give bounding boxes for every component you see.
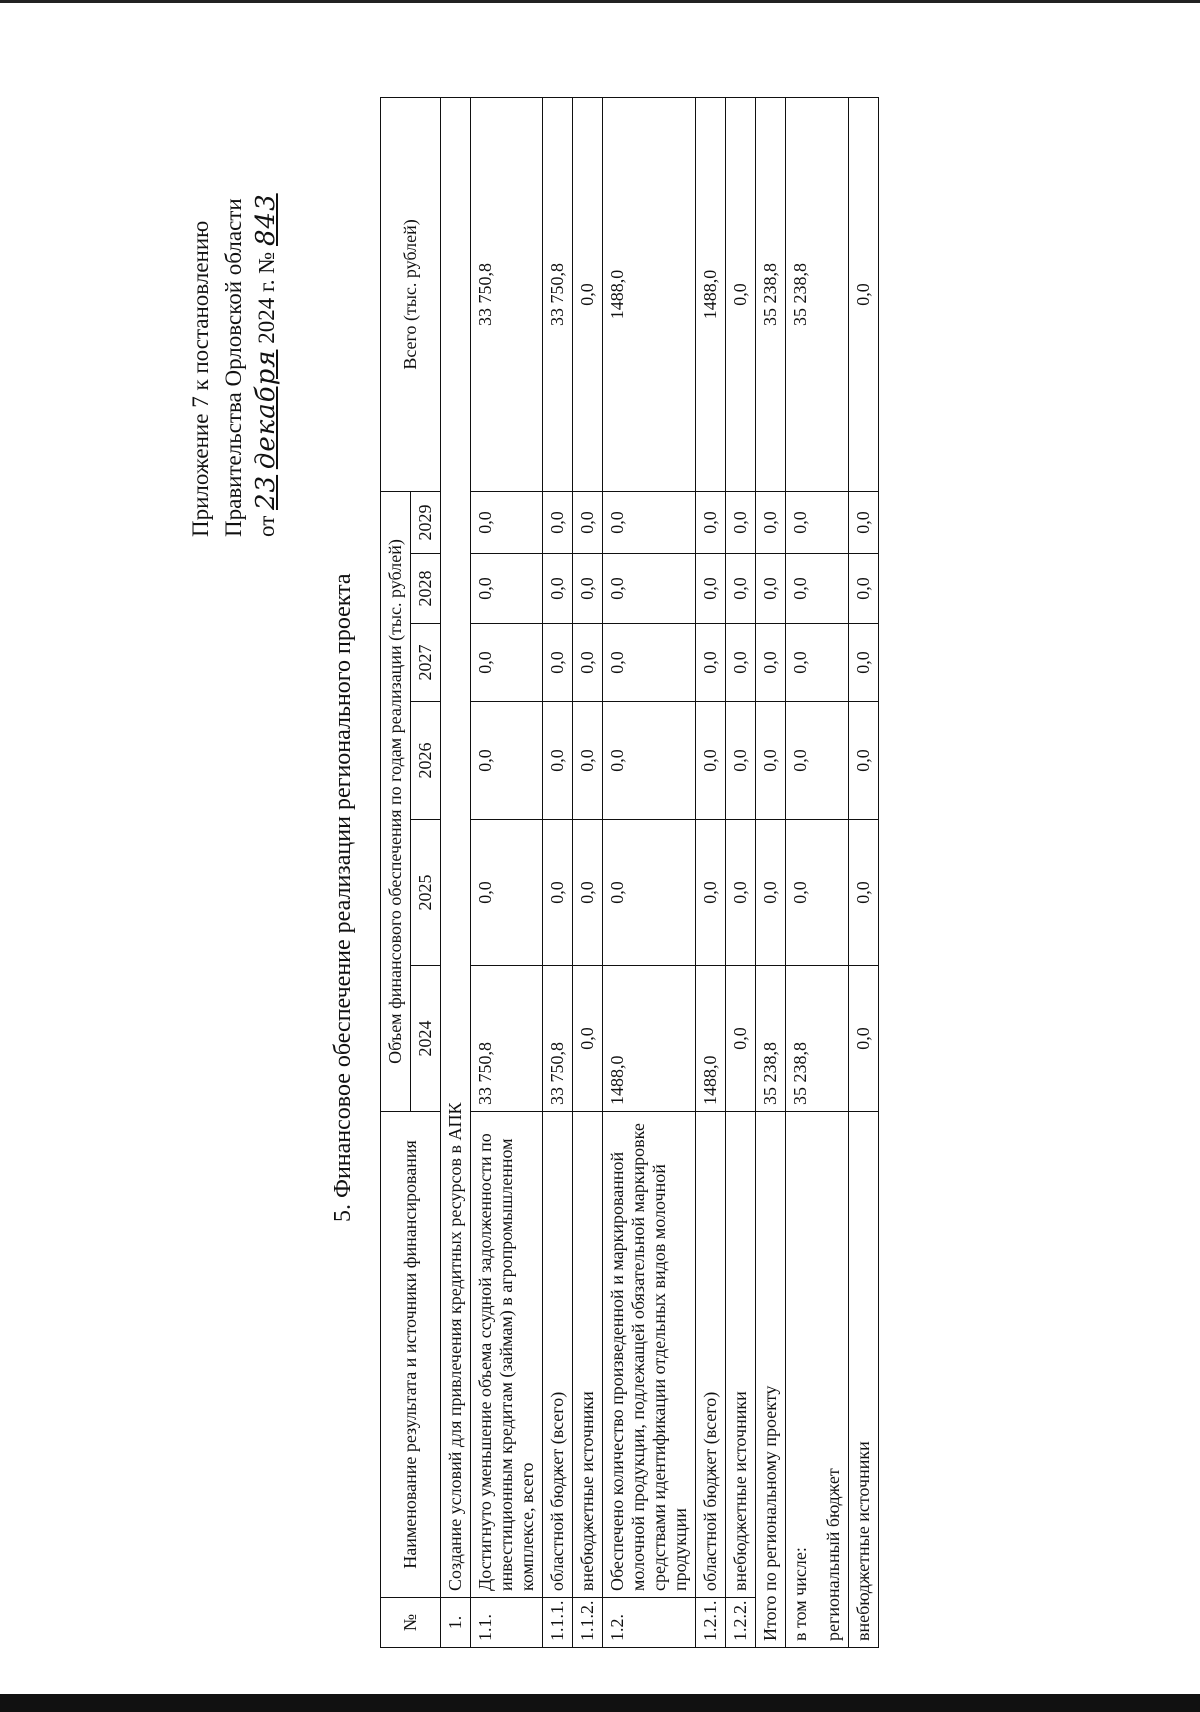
row-value: 0,0 — [603, 820, 696, 966]
row-total: 1488,0 — [603, 97, 696, 491]
row-value: 33 750,8 — [471, 966, 543, 1112]
including-row — [786, 97, 849, 1647]
row-value: 0,0 — [696, 554, 726, 624]
row-value: 0,0 — [696, 702, 726, 820]
table-row — [471, 97, 543, 1647]
header-year: 2027 — [411, 624, 441, 702]
date-year: 2024 г. № — [254, 251, 279, 344]
row-name: Обеспечено количество произведенной и маркированной молочной продукции, подлежащей обязательной маркировке средствами идентификации отдельных видов молочной продукции — [603, 1112, 696, 1598]
row-value: 0,0 — [756, 702, 786, 820]
section-num: 1. — [441, 1598, 471, 1648]
row-total: 0,0 — [849, 97, 879, 491]
header-year: 2028 — [411, 554, 441, 624]
row-value: 0,0 — [543, 702, 573, 820]
row-value: 0,0 — [726, 966, 756, 1112]
row-value: 0,0 — [849, 554, 879, 624]
row-total: 33 750,8 — [471, 97, 543, 491]
row-value: 0,0 — [786, 554, 849, 624]
table-row — [726, 97, 756, 1647]
including-label: в том числе: — [790, 1547, 810, 1641]
row-value: 0,0 — [603, 491, 696, 553]
row-value: 0,0 — [573, 702, 603, 820]
row-value: 0,0 — [573, 491, 603, 553]
header-years-group: Объем финансового обеспечения по годам реализации (тыс. рублей) — [381, 491, 411, 1111]
row-value: 0,0 — [603, 624, 696, 702]
row-value: 0,0 — [543, 554, 573, 624]
row-name: областной бюджет (всего) — [696, 1112, 726, 1598]
row-num: 1.1.2. — [573, 1598, 603, 1648]
row-num: 1.2.2. — [726, 1598, 756, 1648]
row-value: 0,0 — [543, 624, 573, 702]
header-row — [381, 97, 411, 1647]
row-value: 1488,0 — [603, 966, 696, 1112]
section-row — [441, 97, 471, 1647]
financing-table — [380, 97, 879, 1648]
row-value: 0,0 — [756, 624, 786, 702]
row-value: 0,0 — [543, 820, 573, 966]
row-value: 0,0 — [756, 554, 786, 624]
row-value: 0,0 — [573, 624, 603, 702]
row-total: 0,0 — [726, 97, 756, 491]
header-name: Наименование результата и источники финансирования — [381, 1112, 441, 1598]
annex-date-line — [250, 193, 283, 537]
row-name: областной бюджет (всего) — [543, 1112, 573, 1598]
header-year: 2024 — [411, 966, 441, 1112]
annex-block — [184, 193, 283, 537]
row-value: 0,0 — [756, 491, 786, 553]
row-num: 1.1. — [471, 1598, 543, 1648]
row-value: 0,0 — [849, 820, 879, 966]
regional-budget-label: региональный бюджет — [823, 1468, 843, 1641]
offbudget-row-name: внебюджетные источники — [849, 1112, 879, 1648]
header-total: Всего (тыс. рублей) — [381, 97, 441, 491]
row-value: 0,0 — [471, 702, 543, 820]
row-value: 0,0 — [786, 624, 849, 702]
row-value: 0,0 — [849, 624, 879, 702]
row-value: 0,0 — [786, 702, 849, 820]
offbudget-row — [849, 97, 879, 1647]
row-total: 35 238,8 — [756, 97, 786, 491]
row-num: 1.2. — [603, 1598, 696, 1648]
row-value: 35 238,8 — [756, 966, 786, 1112]
row-value: 0,0 — [726, 491, 756, 553]
row-value: 0,0 — [696, 820, 726, 966]
row-value: 0,0 — [726, 624, 756, 702]
header-year: 2029 — [411, 491, 441, 553]
header-num: № — [381, 1598, 441, 1648]
row-value: 0,0 — [696, 491, 726, 553]
table-row — [696, 97, 726, 1647]
row-value: 0,0 — [786, 491, 849, 553]
row-name: Достигнуто уменьшение объема ссудной задолженности по инвестиционным кредитам (займам) в агропромышленном комплексе, всего — [471, 1112, 543, 1598]
row-value: 0,0 — [786, 820, 849, 966]
row-value: 0,0 — [756, 820, 786, 966]
row-num: 1.2.1. — [696, 1598, 726, 1648]
row-total: 35 238,8 — [786, 97, 849, 491]
including-row-name — [786, 1112, 849, 1648]
row-value: 0,0 — [573, 554, 603, 624]
row-value: 33 750,8 — [543, 966, 573, 1112]
doc-number-handwritten: 843 — [251, 193, 281, 246]
section-name: Создание условий для привлечения кредитных ресурсов в АПК — [441, 97, 471, 1597]
header-year: 2026 — [411, 702, 441, 820]
section-heading: 5. Финансовое обеспечение реализации регионального проекта — [330, 573, 356, 1222]
row-name: внебюджетные источники — [573, 1112, 603, 1598]
header-year: 2025 — [411, 820, 441, 966]
row-name: внебюджетные источники — [726, 1112, 756, 1598]
row-value: 0,0 — [726, 702, 756, 820]
row-value: 0,0 — [849, 702, 879, 820]
total-row-name: Итого по региональному проекту — [756, 1112, 786, 1648]
row-value: 0,0 — [471, 624, 543, 702]
row-total: 33 750,8 — [543, 97, 573, 491]
row-value: 0,0 — [603, 554, 696, 624]
row-value: 0,0 — [471, 491, 543, 553]
row-value: 0,0 — [471, 554, 543, 624]
date-prefix: от — [254, 515, 279, 537]
row-total: 0,0 — [573, 97, 603, 491]
date-day-handwritten: 23 — [251, 474, 281, 510]
row-value: 0,0 — [573, 820, 603, 966]
row-value: 1488,0 — [696, 966, 726, 1112]
table-row — [543, 97, 573, 1647]
row-value: 0,0 — [726, 554, 756, 624]
row-value: 0,0 — [573, 966, 603, 1112]
annex-line-1: Приложение 7 к постановлению — [188, 220, 213, 537]
row-value: 0,0 — [543, 491, 573, 553]
row-value: 0,0 — [696, 624, 726, 702]
row-total: 1488,0 — [696, 97, 726, 491]
table-row — [603, 97, 696, 1647]
row-value: 0,0 — [471, 820, 543, 966]
row-num: 1.1.1. — [543, 1598, 573, 1648]
date-month-handwritten: декабря — [251, 349, 281, 470]
row-value: 0,0 — [849, 491, 879, 553]
row-value: 0,0 — [603, 702, 696, 820]
row-value: 0,0 — [726, 820, 756, 966]
table-row — [573, 97, 603, 1647]
row-value: 0,0 — [849, 966, 879, 1112]
annex-line-2: Правительства Орловской области — [221, 198, 246, 537]
total-row — [756, 97, 786, 1647]
row-value: 35 238,8 — [786, 966, 849, 1112]
scan-bottom-edge — [0, 1694, 1200, 1712]
